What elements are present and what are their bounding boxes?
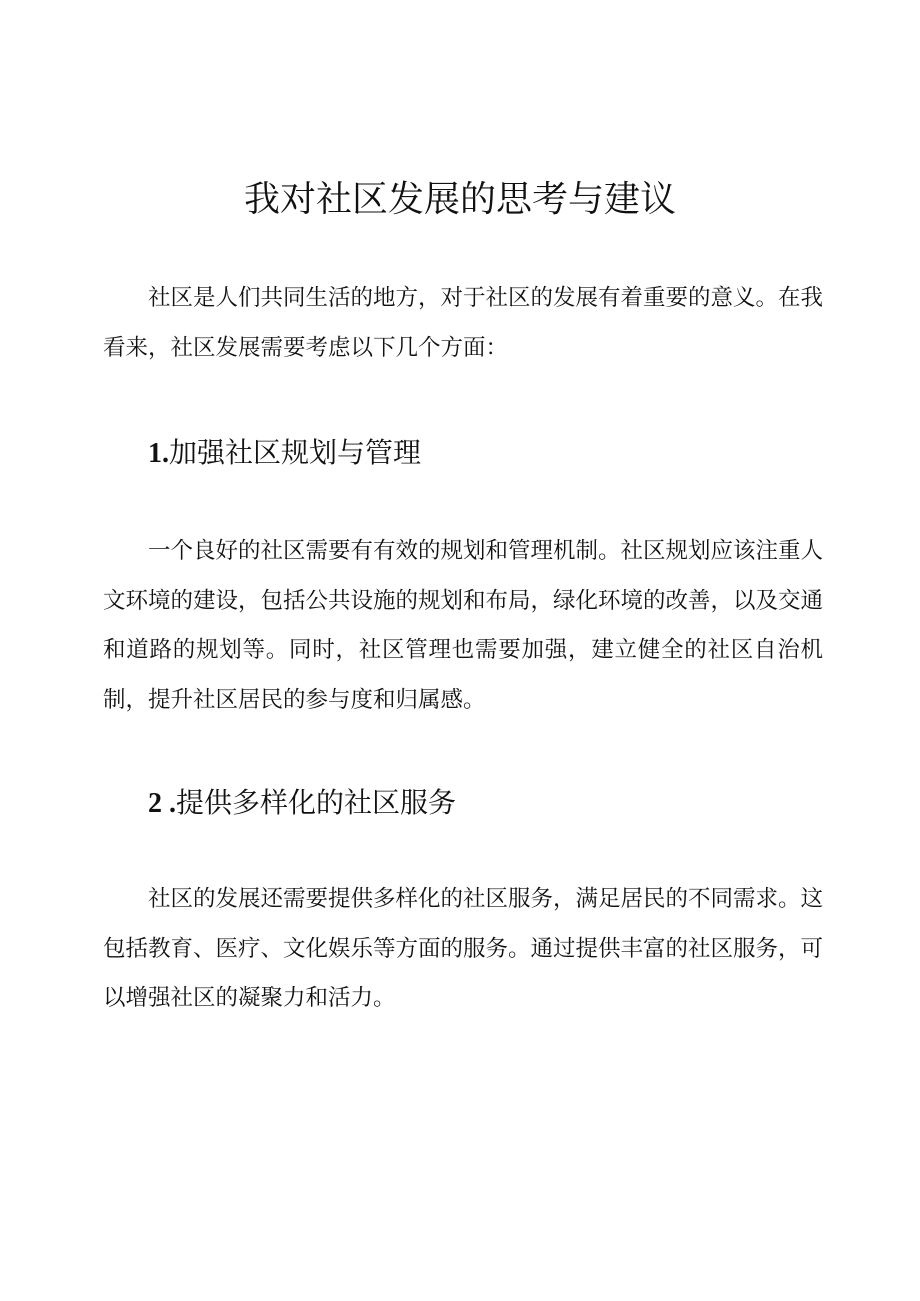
intro-paragraph: 社区是人们共同生活的地方，对于社区的发展有着重要的意义。在我看来，社区发展需要考虑以下几个方面： [103,285,824,361]
section-body-2: 社区的发展还需要提供多样化的社区服务，满足居民的不同需求。这包括教育、医疗、文化娱乐等方面的服务。通过提供丰富的社区服务，可以增强社区的凝聚力和活力。 [103,886,824,1011]
section-number-1: 1. [148,438,169,469]
section-heading-text-1: 加强社区规划与管理 [169,436,422,469]
section-number-2: 2 . [148,788,176,819]
section-body-1: 一个良好的社区需要有有效的规划和管理机制。社区规划应该注重人文环境的建设，包括公共设施的规划和布局，绿化环境的改善，以及交通和道路的规划等。同时，社区管理也需要加强，建立健全的社区自治机制，提升社区居民的参与度和归属感。 [103,538,824,713]
section-heading-1 [148,433,421,474]
section-heading-2 [148,783,456,824]
section-heading-text-2: 提供多样化的社区服务 [176,786,457,819]
document-title: 我对社区发展的思考与建议 [243,179,676,220]
